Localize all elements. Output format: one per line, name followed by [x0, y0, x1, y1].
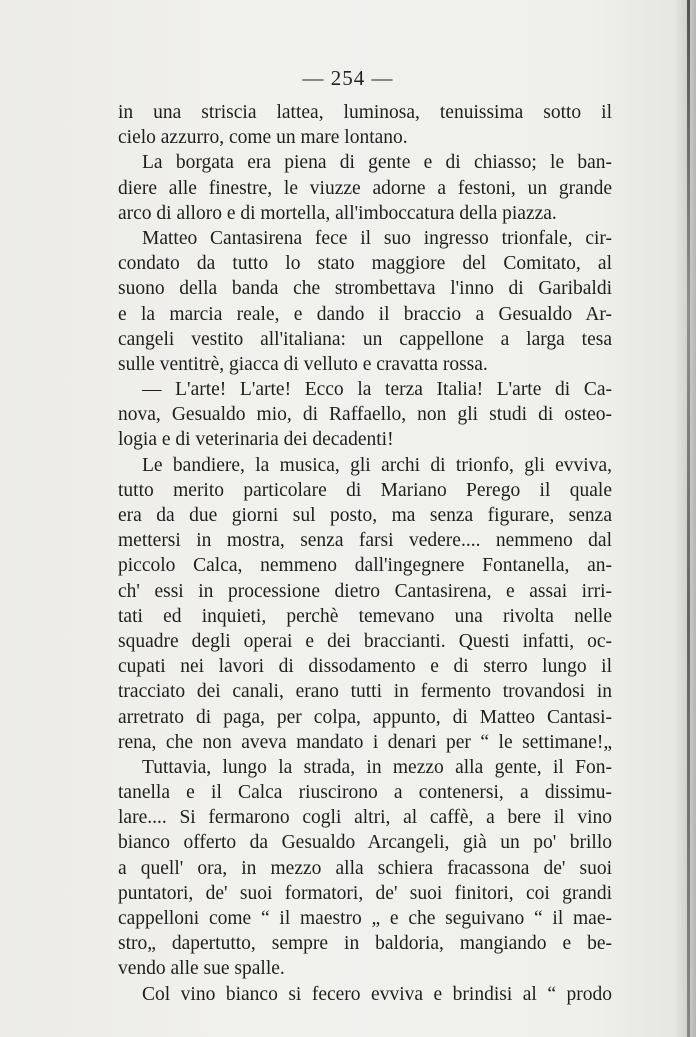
text-line: arretrato di paga, per colpa, appunto, di Matteo Cantasi-	[118, 706, 612, 728]
text-line: squadre degli operai e dei braccianti. Questi infatti, oc-	[118, 630, 612, 652]
text-line: piccolo Calca, nemmeno dall'ingegnere Fontanella, an-	[118, 555, 612, 577]
text-line: vendo alle sue spalle.	[118, 958, 285, 980]
text-line: tanella e il Calca riuscirono a contenersi, a dissimu-	[118, 782, 612, 804]
text-line: Col vino bianco si fecero evviva e brindisi al “ prodo	[142, 983, 612, 1005]
text-line: cangeli vestito all'italiana: un cappellone a larga tesa	[118, 328, 612, 350]
text-line: La borgata era piena di gente e di chiasso; le ban-	[142, 152, 612, 174]
text-line: suono della banda che strombettava l'inno di Garibaldi	[118, 278, 612, 300]
text-line: in una striscia lattea, luminosa, tenuissima sotto il	[118, 102, 612, 123]
text-line: tracciato dei canali, erano tutti in fermento trovandosi in	[118, 681, 612, 703]
text-line: — L'arte! L'arte! Ecco la terza Italia! L'arte di Ca-	[142, 379, 612, 401]
text-line: era da due giorni sul posto, ma senza figurare, senza	[118, 505, 612, 526]
page-gutter-shadow	[674, 0, 696, 1037]
text-line: rena, che non aveva mandato i denari per “ le settimane!„	[118, 731, 612, 753]
text-line: nova, Gesualdo mio, di Raffaello, non gli studi di osteo-	[118, 404, 612, 426]
text-line: cappelloni come “ il maestro „ e che seguivano “ il mae-	[118, 908, 612, 929]
text-line: cupati nei lavori di dissodamento e di sterro lungo il	[118, 656, 612, 678]
text-line: sulle ventitrè, giacca di velluto e cravatta rossa.	[118, 353, 488, 375]
text-line: cielo azzurro, come un mare lontano.	[118, 127, 408, 149]
page-number: — 254 —	[302, 66, 394, 90]
text-line: bianco offerto da Gesualdo Arcangeli, già un po' brillo	[118, 832, 612, 854]
text-line: logia e di veterinaria dei decadenti!	[118, 429, 394, 451]
text-line: lare.... Si fermarono cogli altri, al caffè, a bere il vino	[118, 807, 612, 829]
text-line: tutto merito particolare di Mariano Perego il quale	[118, 479, 612, 501]
text-line: stro„ dapertutto, sempre in baldoria, mangiando e be-	[118, 933, 612, 955]
page-edge-line	[687, 0, 690, 1037]
text-line: puntatori, de' suoi formatori, de' suoi finitori, coi grandi	[118, 882, 612, 904]
text-line: arco di alloro e di mortella, all'imboccatura della piazza.	[118, 202, 557, 224]
text-line: mettersi in mostra, senza farsi vedere.... nemmeno dal	[118, 530, 612, 552]
body-text	[118, 100, 612, 1007]
text-line: ch' essi in processione dietro Cantasirena, e assai irri-	[118, 580, 612, 602]
text-line: e la marcia reale, e dando il braccio a Gesualdo Ar-	[118, 303, 612, 325]
text-line: diere alle finestre, le viuzze adorne a festoni, un grande	[118, 177, 612, 199]
text-line: condato da tutto lo stato maggiore del Comitato, al	[118, 253, 612, 275]
text-line: Le bandiere, la musica, gli archi di trionfo, gli evviva,	[142, 454, 612, 476]
text-line: tati ed inquieti, perchè temevano una rivolta nelle	[118, 605, 612, 627]
text-line: Matteo Cantasirena fece il suo ingresso trionfale, cir-	[142, 227, 612, 249]
text-line: Tuttavia, lungo la strada, in mezzo alla gente, il Fon-	[142, 756, 612, 778]
text-line: a quell' ora, in mezzo alla schiera fracassona de' suoi	[118, 857, 612, 879]
